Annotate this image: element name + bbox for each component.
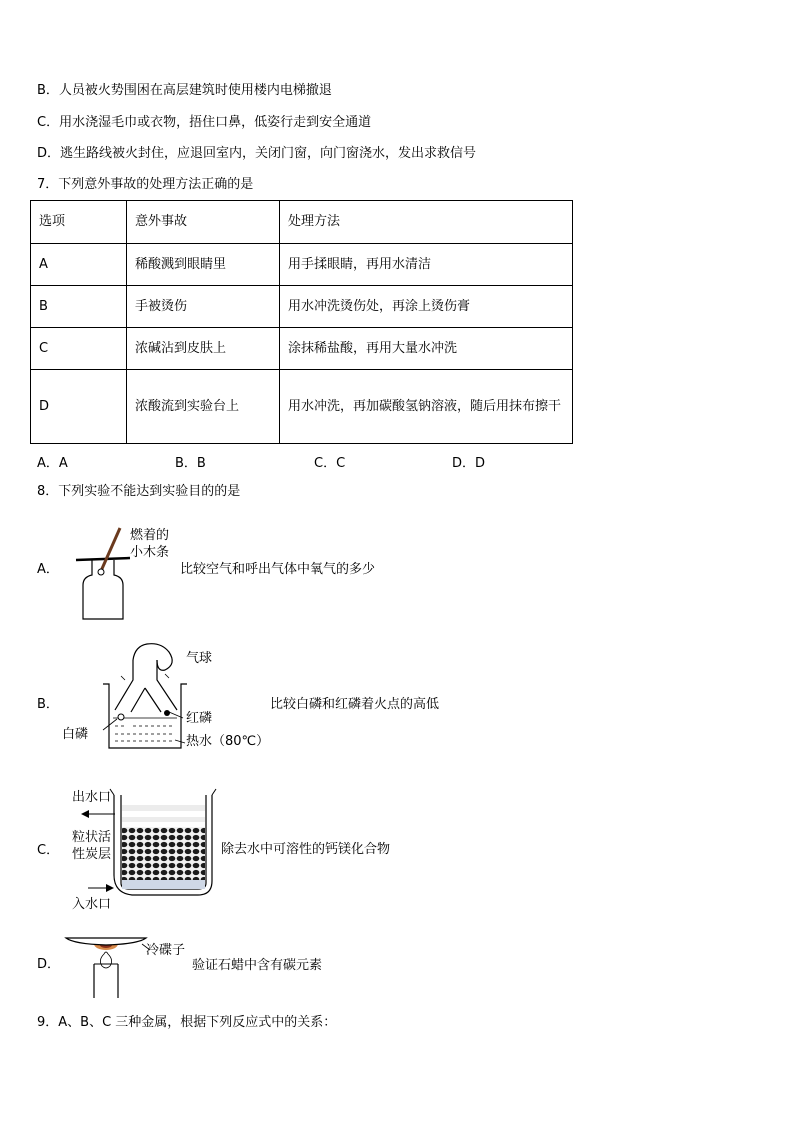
table-header-cell: 意外事故	[127, 201, 280, 244]
q6-option-d: D．逃生路线被火封住，应退回室内，关闭门窗，向门窗浇水，发出求救信号	[37, 146, 477, 161]
table-cell: B	[31, 286, 127, 328]
cold-dish-label: 冷碟子	[146, 943, 186, 958]
table-row	[31, 328, 573, 370]
table-cell: 用水冲洗烫伤处，再涂上烫伤膏	[280, 286, 573, 328]
table-header-cell: 处理方法	[280, 201, 573, 244]
carbon-layer-label-line1: 粒状活	[72, 830, 112, 845]
table-cell: C	[31, 328, 127, 370]
table-cell: D	[31, 370, 127, 444]
beaker-phosphorus-apparatus-icon	[95, 640, 195, 752]
table-cell: 浓酸流到实验台上	[127, 370, 280, 444]
table-header-cell: 选项	[31, 201, 127, 244]
q6-option-b: B．人员被火势围困在高层建筑时使用楼内电梯撤退	[37, 83, 332, 98]
table-cell: A	[31, 244, 127, 286]
outlet-label: 出水口	[72, 790, 112, 805]
balloon-label: 气球	[186, 651, 213, 666]
q8-c-letter: C．	[37, 843, 60, 858]
q8-b-purpose: 比较白磷和红磷着火点的高低	[270, 697, 440, 712]
hot-water-label: 热水（80℃）	[186, 734, 270, 749]
splint-label-line2: 小木条	[130, 545, 170, 560]
carbon-layer-label-line2: 性炭层	[72, 847, 112, 862]
q8-b-letter: B．	[37, 697, 59, 712]
q8-c-purpose: 除去水中可溶性的钙镁化合物	[221, 842, 391, 857]
q8-d-letter: D．	[37, 957, 61, 972]
choice-a[interactable]: A．A	[37, 456, 68, 471]
table-cell: 涂抹稀盐酸，再用大量水冲洗	[280, 328, 573, 370]
choice-b[interactable]: B．B	[175, 456, 206, 471]
q9-stem: 9．A、B、C 三种金属，根据下列反应式中的关系：	[37, 1015, 337, 1030]
table-cell: 稀酸溅到眼睛里	[127, 244, 280, 286]
q8-a-letter: A．	[37, 562, 59, 577]
white-phosphorus-label: 白磷	[62, 727, 89, 742]
choice-c[interactable]: C．C	[314, 456, 346, 471]
table-row	[31, 244, 573, 286]
choice-d[interactable]: D．D	[452, 456, 486, 471]
candle-cold-dish-icon	[64, 930, 164, 1000]
table-row	[31, 370, 573, 444]
q8-d-purpose: 验证石蜡中含有碳元素	[192, 958, 323, 973]
q8-a-purpose: 比较空气和呼出气体中氧气的多少	[180, 562, 376, 577]
inlet-label: 入水口	[72, 897, 112, 912]
table-cell: 浓碱沾到皮肤上	[127, 328, 280, 370]
table-row	[31, 286, 573, 328]
q6-option-c: C．用水浇湿毛巾或衣物，捂住口鼻，低姿行走到安全通道	[37, 115, 372, 130]
table-cell: 用手揉眼睛，再用水清洁	[280, 244, 573, 286]
table-cell: 用水冲洗，再加碳酸氢钠溶液，随后用抹布擦干	[280, 370, 573, 444]
table-cell: 手被烫伤	[127, 286, 280, 328]
accident-table	[30, 200, 573, 444]
q8-stem: 8．下列实验不能达到实验目的的是	[37, 484, 241, 499]
q7-stem: 7．下列意外事故的处理方法正确的是	[37, 177, 254, 192]
splint-label-line1: 燃着的	[130, 528, 170, 543]
red-phosphorus-label: 红磷	[186, 711, 213, 726]
table-header-row	[31, 201, 573, 244]
